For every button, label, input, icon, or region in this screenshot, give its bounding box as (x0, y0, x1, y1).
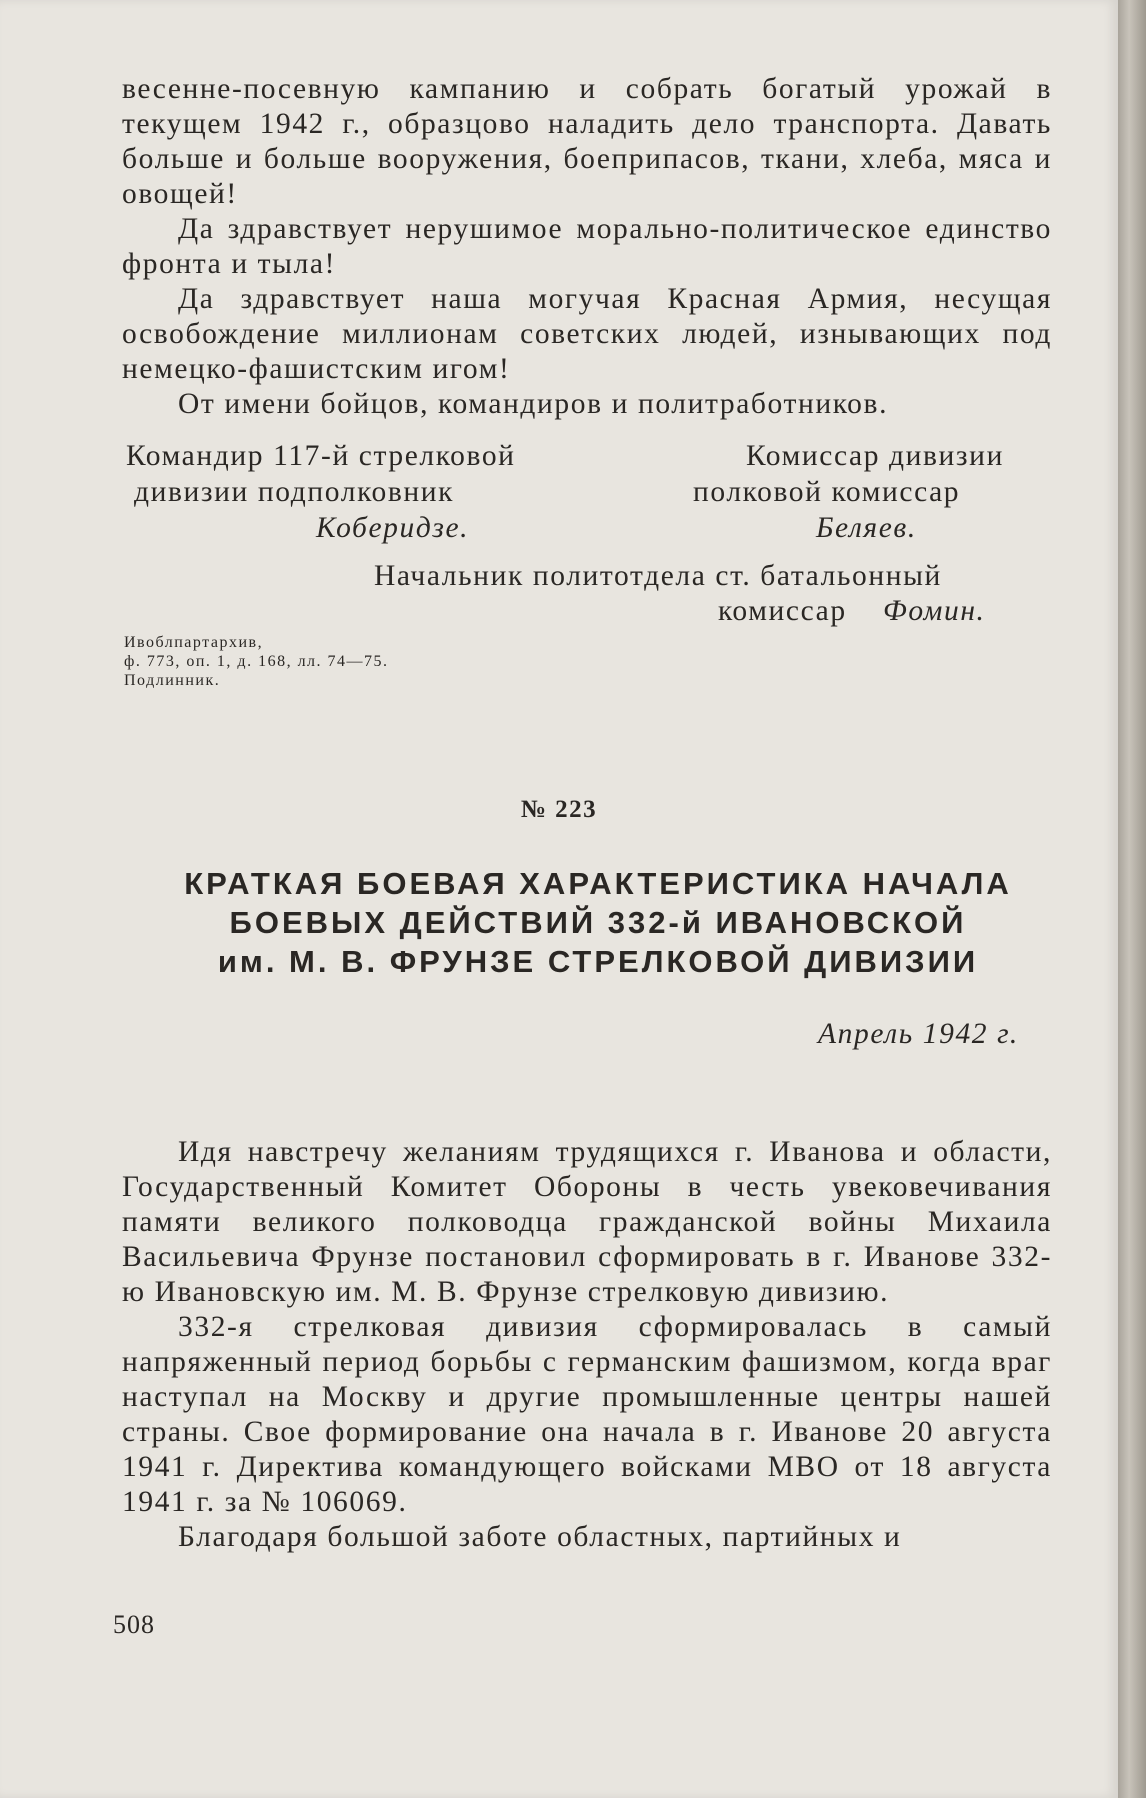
document-title-line-1: КРАТКАЯ БОЕВАЯ ХАРАКТЕРИСТИКА НАЧАЛА (184, 866, 1012, 901)
signature-right-name: Беляев. (816, 512, 917, 544)
signature-chief-title-2: комиссар (718, 595, 847, 627)
page-edge (1118, 0, 1146, 1798)
archive-line-3: Подлинник. (124, 672, 221, 689)
top-paragraph-3: Да здравствует наша могучая Красная Армия, несущая освобождение миллионам советских людей, изнывающих под немецко-фашистским игом! (122, 283, 1052, 385)
signature-left-name: Коберидзе. (316, 512, 470, 544)
signature-right-title-2: полковой комиссар (693, 476, 961, 508)
top-text-block (122, 72, 1052, 422)
top-paragraph-2: Да здравствует нерушимое морально-политическое единство фронта и тыла! (122, 213, 1052, 280)
top-paragraph-1: весенне-посевную кампанию и собрать богатый урожай в текущем 1942 г., образцово наладить дело транспорта. Давать больше и больше вооружения, боеприпасов, ткани, хлеба, мяса и овощей! (122, 73, 1052, 210)
signature-chief-title: Начальник политотдела ст. батальонный (374, 560, 942, 592)
body-paragraph-3: Благодаря большой заботе областных, партийных и (178, 1521, 902, 1553)
body-paragraph-1: Идя навстречу желаниям трудящихся г. Иванова и области, Государственный Комитет Обороны в честь увековечивания памяти великого полководца гражданской войны Михаила Васильевича Фрунзе постановил сформировать в г. Иванове 332-ю Ивановскую им. М. В. Фрунзе стрелковую дивизию. (122, 1136, 1052, 1308)
document-title-line-2: БОЕВЫХ ДЕЙСТВИЙ 332-й ИВАНОВСКОЙ (229, 905, 967, 940)
body-text-block (122, 1135, 1052, 1555)
document-number: № 223 (520, 796, 598, 823)
signature-right-title-1: Комиссар дивизии (746, 440, 1004, 472)
signature-chief-name: Фомин. (883, 595, 986, 627)
top-paragraph-4: От имени бойцов, командиров и политработников. (178, 388, 889, 420)
signature-left-title-2: дивизии подполковник (134, 476, 455, 508)
body-paragraph-2: 332-я стрелковая дивизия сформировалась в самый напряженный период борьбы с германским фашизмом, когда враг наступал на Москву и другие промышленные центры нашей страны. Свое формирование она начала в г. Иванове 20 августа 1941 г. Директива командующего войсками МВО от 18 августа 1941 г. за № 106069. (122, 1311, 1052, 1518)
document-date: Апрель 1942 г. (818, 1018, 1019, 1050)
signature-left-title-1: Командир 117-й стрелковой (126, 440, 516, 472)
document-title-line-3: им. М. В. ФРУНЗЕ СТРЕЛКОВОЙ ДИВИЗИИ (217, 944, 979, 979)
archive-line-1: Ивоблпартархив, (124, 634, 264, 651)
archive-line-2: ф. 773, оп. 1, д. 168, лл. 74—75. (124, 653, 389, 670)
page-number: 508 (113, 1610, 155, 1639)
